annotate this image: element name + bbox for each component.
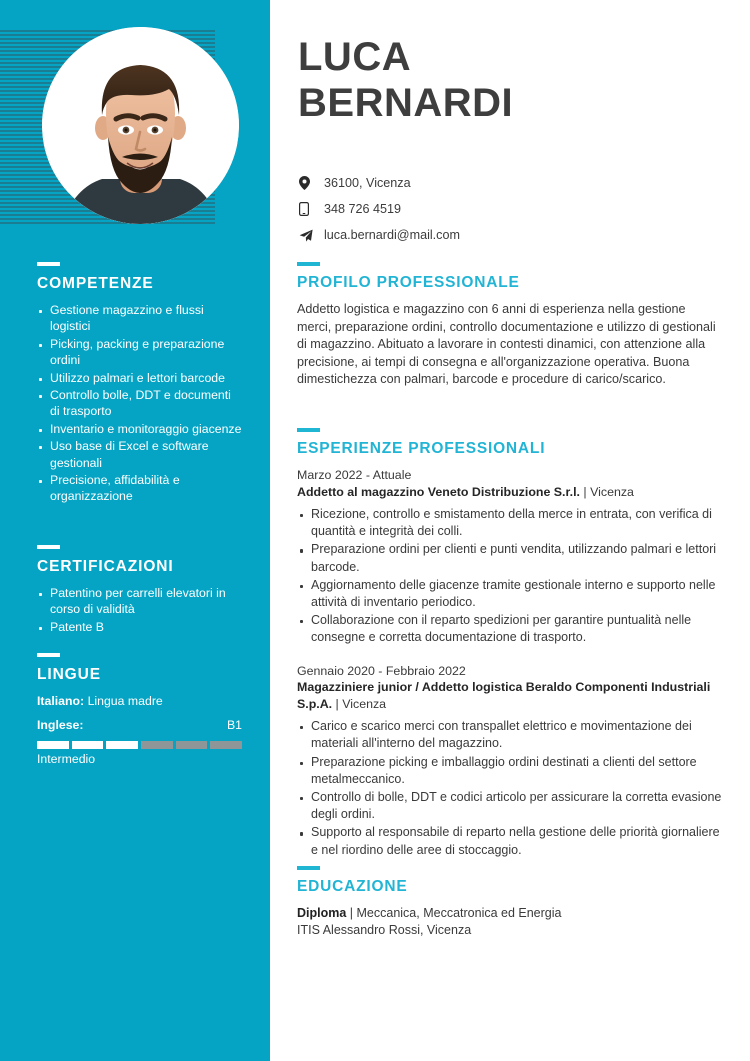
list-item: Collaborazione con il reparto spedizioni per garantire puntualità nelle consegne e corretta documentazione di trasporto. [297, 612, 723, 646]
language-row-italian [37, 693, 242, 710]
list-item: Inventario e monitoraggio giacenze [37, 421, 242, 437]
job-role-company: Addetto al magazzino Veneto Distribuzione S.r.l. [297, 484, 580, 499]
section-accent-bar [37, 262, 60, 266]
section-education [297, 866, 723, 939]
paper-plane-icon [299, 229, 317, 242]
language-row-english [37, 717, 242, 734]
bar-segment [72, 741, 104, 749]
sidebar-section-skills [37, 262, 242, 506]
profile-photo [42, 27, 239, 224]
section-accent-bar [297, 428, 320, 432]
certifications-title: CERTIFICAZIONI [37, 558, 174, 575]
language-name: Italiano: [37, 694, 85, 708]
list-item: Utilizzo palmari e lettori barcode [37, 370, 242, 386]
last-name: BERNARDI [298, 81, 514, 125]
job-bullet-list [297, 506, 723, 647]
page-title [298, 34, 728, 126]
list-item: Gestione magazzino e flussi logistici [37, 302, 242, 335]
job-bullet-list [297, 718, 723, 859]
list-item: Preparazione picking e imballaggio ordini destinati a clienti del settore metalmeccanico. [297, 754, 723, 788]
contact-text: 36100, Vicenza [324, 176, 411, 190]
list-item: Picking, packing e preparazione ordini [37, 336, 242, 369]
job-location: Vicenza [342, 696, 387, 711]
first-name: LUCA [298, 35, 412, 79]
language-proficiency-bar [37, 741, 242, 749]
languages-title: LINGUE [37, 666, 101, 683]
education-field: Meccanica, Meccatronica ed Energia [356, 906, 562, 920]
job-heading [297, 484, 723, 501]
section-profile [297, 262, 723, 389]
location-pin-icon [299, 176, 317, 190]
language-name: Inglese: [37, 718, 84, 732]
bar-segment [141, 741, 173, 749]
list-item: Patentino per carrelli elevatori in corso di validità [37, 585, 242, 618]
job-dates: Marzo 2022 - Attuale [297, 468, 412, 482]
bar-segment [176, 741, 208, 749]
language-level-caption: Intermedio [37, 752, 96, 766]
language-level: Lingua madre [87, 694, 163, 708]
avatar [42, 27, 239, 224]
list-item: Patente B [37, 619, 242, 635]
contact-text: luca.bernardi@mail.com [324, 228, 460, 242]
profile-text: Addetto logistica e magazzino con 6 anni di esperienza nella gestione merci, preparazione ordini, controllo documentazione e utilizzo di gestionali di magazzino. Abituato a lavorare in contesti dinamici, con attenzione alla precisione, ai tempi di consegna e all'organizzazione operativa. Buona dimestichezza con palmari, barcode e procedure di carico/scarico. [297, 302, 716, 387]
skills-title: COMPETENZE [37, 275, 154, 292]
skills-list [37, 302, 242, 505]
education-title: EDUCAZIONE [297, 878, 408, 895]
contact-row-phone [299, 196, 719, 222]
job-location: Vicenza [590, 484, 634, 499]
sidebar-section-certifications [37, 545, 242, 636]
education-school: ITIS Alessandro Rossi, Vicenza [297, 923, 472, 938]
list-item: Carico e scarico merci con transpallet elettrico e movimentazione dei materiali all'interno del magazzino. [297, 718, 723, 752]
section-accent-bar [297, 262, 320, 266]
bar-segment [106, 741, 138, 749]
profile-title: PROFILO PROFESSIONALE [297, 274, 520, 291]
contact-list [299, 170, 719, 248]
section-accent-bar [37, 545, 60, 549]
contact-text: 348 726 4519 [324, 202, 402, 216]
sidebar [0, 0, 270, 1061]
job-separator: | [579, 484, 591, 499]
list-item: Ricezione, controllo e smistamento della merce in entrata, con verifica di quantità e integrità dei colli. [297, 506, 723, 540]
contact-row-address [299, 170, 719, 196]
bar-segment [37, 741, 69, 749]
section-accent-bar [37, 653, 60, 657]
education-degree-line [297, 905, 723, 922]
list-item: Supporto al responsabile di reparto nella gestione delle priorità giornaliere e nel riordino delle aree di stoccaggio. [297, 824, 723, 858]
certifications-list [37, 585, 242, 635]
bar-segment [210, 741, 242, 749]
smartphone-icon [299, 202, 317, 216]
list-item: Uso base di Excel e software gestionali [37, 438, 242, 471]
list-item: Aggiornamento delle giacenze tramite gestionale interno e supporto nelle attività di inventario periodico. [297, 577, 723, 611]
section-accent-bar [297, 866, 320, 870]
list-item: Preparazione ordini per clienti e punti vendita, utilizzando palmari e lettori barcode. [297, 541, 723, 575]
section-experience [297, 428, 723, 875]
experience-entry [297, 467, 723, 647]
job-separator: | [332, 696, 343, 711]
job-dates: Gennaio 2020 - Febbraio 2022 [297, 663, 466, 678]
experience-entry [297, 663, 723, 859]
job-heading [297, 679, 723, 712]
experience-title: ESPERIENZE PROFESSIONALI [297, 440, 546, 457]
education-separator: | [346, 906, 357, 920]
list-item: Precisione, affidabilità e organizzazione [37, 472, 242, 505]
education-degree: Diploma [297, 906, 347, 920]
contact-row-email [299, 222, 719, 248]
language-level-code: B1 [226, 718, 242, 732]
list-item: Controllo di bolle, DDT e codici articolo per assicurare la corretta evasione degli ordini. [297, 789, 723, 823]
sidebar-section-languages [37, 653, 242, 768]
job-role-company: Magazziniere junior / Addetto logistica Beraldo Componenti Industriali S.p.A. [297, 680, 711, 711]
list-item: Controllo bolle, DDT e documenti di trasporto [37, 387, 242, 420]
